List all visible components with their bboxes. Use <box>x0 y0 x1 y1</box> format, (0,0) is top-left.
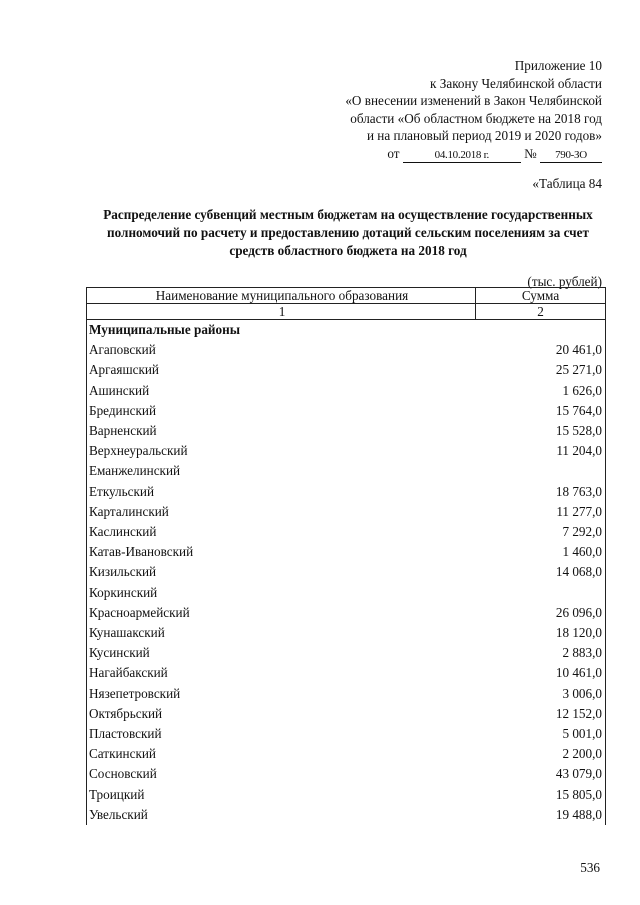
municipality-name: Сосновский <box>87 764 476 784</box>
subvention-amount: 19 488,0 <box>476 805 606 825</box>
table-row <box>87 502 606 522</box>
municipality-name: Еманжелинский <box>87 461 476 481</box>
law-title-line-3: и на плановый период 2019 и 2020 годов» <box>366 128 602 143</box>
subvention-amount: 11 204,0 <box>476 441 606 461</box>
table-row <box>87 785 606 805</box>
column-header-sum: Сумма <box>476 288 606 304</box>
table-row <box>87 643 606 663</box>
law-number: 790-ЗО <box>540 149 602 163</box>
law-reference: к Закону Челябинской области <box>430 75 602 91</box>
subvention-amount: 43 079,0 <box>476 764 606 784</box>
column-header-name: Наименование муниципального образования <box>87 288 476 304</box>
table-row <box>87 482 606 502</box>
subvention-amount: 15 805,0 <box>476 785 606 805</box>
municipality-name: Варненский <box>87 421 476 441</box>
municipality-name: Ашинский <box>87 381 476 401</box>
municipality-name: Карталинский <box>87 502 476 522</box>
section-row <box>87 320 606 341</box>
municipality-name: Октябрьский <box>87 704 476 724</box>
municipality-name: Саткинский <box>87 744 476 764</box>
table-header-row <box>87 288 606 304</box>
subvention-amount: 20 461,0 <box>476 340 606 360</box>
table-row <box>87 522 606 542</box>
municipality-name: Кизильский <box>87 562 476 582</box>
subvention-amount: 25 271,0 <box>476 360 606 380</box>
subvention-amount: 10 461,0 <box>476 663 606 683</box>
table-row <box>87 562 606 582</box>
subvention-amount <box>476 583 606 603</box>
law-date: 04.10.2018 г. <box>403 149 521 163</box>
subvention-amount: 12 152,0 <box>476 704 606 724</box>
table-row <box>87 744 606 764</box>
law-title-line-1: «О внесении изменений в Закон Челябинской <box>345 93 602 108</box>
law-date-number-line <box>272 145 602 163</box>
subvention-amount: 1 460,0 <box>476 542 606 562</box>
document-title: Распределение субвенций местным бюджетам на осуществление государственных полномочий по расчету и предоставлению дотаций сельским поселениям за счет средств областного бюджета на 2018 год <box>103 207 593 258</box>
table-row <box>87 663 606 683</box>
table-row <box>87 401 606 421</box>
law-title-line-2: области «Об областном бюджете на 2018 год <box>350 110 602 126</box>
table-row <box>87 583 606 603</box>
municipality-name: Брединский <box>87 401 476 421</box>
municipality-name: Коркинский <box>87 583 476 603</box>
municipality-name: Кусинский <box>87 643 476 663</box>
table-row <box>87 623 606 643</box>
municipality-name: Агаповский <box>87 340 476 360</box>
table-row <box>87 704 606 724</box>
number-label: № <box>524 145 537 161</box>
table-row <box>87 724 606 744</box>
subvention-amount: 15 528,0 <box>476 421 606 441</box>
subvention-amount: 1 626,0 <box>476 381 606 401</box>
municipality-name: Нязепетровский <box>87 684 476 704</box>
column-number-row <box>87 304 606 320</box>
subvention-amount: 2 883,0 <box>476 643 606 663</box>
page-number: 536 <box>580 860 600 875</box>
section-label: Муниципальные районы <box>87 320 476 341</box>
municipality-name: Нагайбакский <box>87 663 476 683</box>
municipality-name: Каслинский <box>87 522 476 542</box>
column-number-1: 1 <box>87 304 476 320</box>
table-reference: «Таблица 84 <box>532 176 602 191</box>
subvention-amount: 7 292,0 <box>476 522 606 542</box>
subvention-amount <box>476 461 606 481</box>
table-row <box>87 340 606 360</box>
document-header <box>272 57 602 163</box>
subvention-amount: 18 120,0 <box>476 623 606 643</box>
from-label: от <box>387 145 400 161</box>
table-row <box>87 461 606 481</box>
subvention-amount: 5 001,0 <box>476 724 606 744</box>
subvention-amount: 26 096,0 <box>476 603 606 623</box>
municipality-name: Катав-Ивановский <box>87 542 476 562</box>
municipality-name: Верхнеуральский <box>87 441 476 461</box>
table-row <box>87 805 606 825</box>
table-row <box>87 381 606 401</box>
table-row <box>87 360 606 380</box>
subvention-amount: 11 277,0 <box>476 502 606 522</box>
subvention-amount: 2 200,0 <box>476 744 606 764</box>
municipality-name: Пластовский <box>87 724 476 744</box>
table-row <box>87 421 606 441</box>
municipality-name: Кунашакский <box>87 623 476 643</box>
subvention-table <box>86 287 606 825</box>
subvention-amount: 15 764,0 <box>476 401 606 421</box>
section-sum <box>476 320 606 341</box>
units-label: (тыс. рублей) <box>527 274 602 289</box>
municipality-name: Аргаяшский <box>87 360 476 380</box>
subvention-amount: 14 068,0 <box>476 562 606 582</box>
appendix-label: Приложение 10 <box>514 58 602 73</box>
column-number-2: 2 <box>476 304 606 320</box>
subvention-amount: 18 763,0 <box>476 482 606 502</box>
table-row <box>87 764 606 784</box>
subvention-amount: 3 006,0 <box>476 684 606 704</box>
table-row <box>87 684 606 704</box>
table-row <box>87 542 606 562</box>
municipality-name: Увельский <box>87 805 476 825</box>
municipality-name: Еткульский <box>87 482 476 502</box>
municipality-name: Красноармейский <box>87 603 476 623</box>
municipality-name: Троицкий <box>87 785 476 805</box>
table-row <box>87 603 606 623</box>
table-row <box>87 441 606 461</box>
